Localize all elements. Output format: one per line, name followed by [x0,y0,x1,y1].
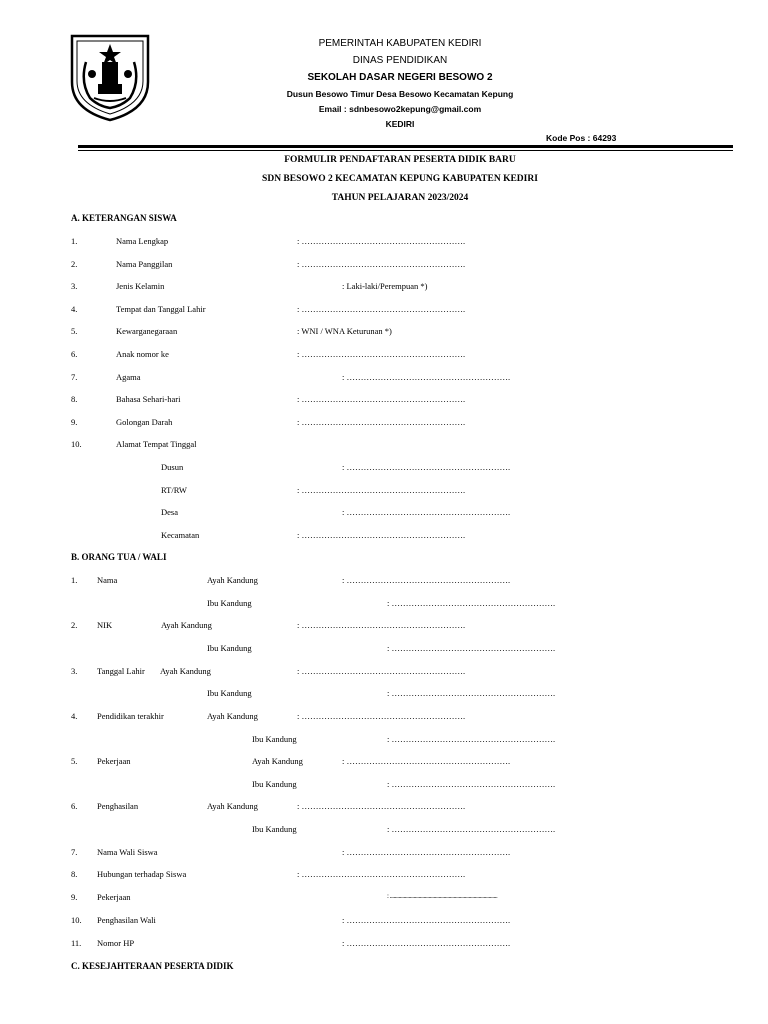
b-row-fill-line[interactable]: : …………………………………………………. [297,620,466,630]
a-row-number: 2. [71,259,78,269]
a-row-number: 6. [71,349,78,359]
header-city: KEDIRI [385,119,415,129]
a-row-fill-line[interactable]: : …………………………………………………. [297,349,466,359]
a-row-label: Kewarganegaraan [116,326,178,336]
b-row-number: 6. [71,801,78,811]
form-subtitle-school: SDN BESOWO 2 KECAMATAN KEPUNG KABUPATEN KEDIRI [262,174,538,184]
b-row-fill-line[interactable]: : …………………………………………………. [342,756,511,766]
a-row-label: Anak nomor ke [116,349,169,359]
header-email: Email : sdnbesowo2kepung@gmail.com [318,104,482,114]
section-c-heading: C. KESEJAHTERAAN PESERTA DIDIK [71,961,234,971]
b-row-fill-line[interactable]: : …………………………………………………. [387,643,556,653]
a-row-number: 8. [71,394,78,404]
a-row-label: Nama Panggilan [116,259,173,269]
b-row-sub-mother: Ibu Kandung [252,734,297,744]
b-row-number: 11. [71,938,82,948]
header-postal-code: Kode Pos : 64293 [546,133,617,143]
b-row-fill-line[interactable]: : …………………………………………………. [387,824,556,834]
a-row-number: 10. [71,439,82,449]
header-school-name: SEKOLAH DASAR NEGERI BESOWO 2 [307,72,493,83]
kediri-emblem-logo [68,32,152,122]
a-row-fill-line[interactable]: : …………………………………………………. [297,417,466,427]
b-row-label: Pendidikan terakhir [97,711,164,721]
b-row-sub-father: Ayah Kandung [207,711,258,721]
b-row-sub-mother: Ibu Kandung [207,643,252,653]
a-row-number: 7. [71,372,78,382]
b-row-fill-line[interactable]: : …………………………………………………. [297,711,466,721]
b-row-number: 7. [71,847,78,857]
b-row-sub-mother: Ibu Kandung [207,688,252,698]
address-fill-line[interactable]: : …………………………………………………. [297,530,466,540]
b-row-number: 9. [71,892,78,902]
b-row-label: Nama Wali Siswa [97,847,158,857]
a-row-fill-line[interactable]: : …………………………………………………. [342,372,511,382]
b-row-number: 5. [71,756,78,766]
b-row-label: Pekerjaan [97,756,131,766]
b-row-label: Penghasilan Wali [97,915,156,925]
header-government: PEMERINTAH KABUPATEN KEDIRI [318,38,482,49]
b-row-fill-line[interactable]: : …………………………………………………. [342,575,511,585]
a-row-fill-line[interactable]: : …………………………………………………. [297,236,466,246]
a-row-number: 9. [71,417,78,427]
b-row-sub-mother: Ibu Kandung [252,824,297,834]
address-label-desa: Desa [161,507,178,517]
a-row-label: Golongan Darah [116,417,173,427]
address-label-kecamatan: Kecamatan [161,530,200,540]
a-row-citizenship-options[interactable]: : WNI / WNA Keturunan *) [297,326,392,336]
a-row-number: 1. [71,236,78,246]
form-subtitle-year: TAHUN PELAJARAN 2023/2024 [331,193,469,203]
a-row-label: Alamat Tempat Tinggal [116,439,197,449]
header-department: DINAS PENDIDIKAN [352,55,448,66]
b-row-number: 2. [71,620,78,630]
b-row-number: 3. [71,666,78,676]
a-row-fill-line[interactable]: : …………………………………………………. [297,394,466,404]
section-b-heading: B. ORANG TUA / WALI [71,552,167,562]
b-row-label: Hubungan terhadap Siswa [97,869,187,879]
b-row-number: 1. [71,575,78,585]
address-fill-line[interactable]: : …………………………………………………. [342,462,511,472]
address-fill-line[interactable]: : …………………………………………………. [297,485,466,495]
b-row-label: Nomor HP [97,938,135,948]
b-row-fill-line[interactable]: : …………………………………………………. [342,915,511,925]
b-row-sub-mother: Ibu Kandung [252,779,297,789]
b-row-fill-line[interactable]: : …………………………………………………. [387,598,556,608]
a-row-number: 3. [71,281,78,291]
b-row-fill-line-dense[interactable]: : ...................................................................................... [387,892,498,900]
b-row-sub-father: Ayah Kandung [160,666,211,676]
b-row-fill-line[interactable]: : …………………………………………………. [342,938,511,948]
section-a-heading: A. KETERANGAN SISWA [71,213,177,223]
form-title: FORMULIR PENDAFTARAN PESERTA DIDIK BARU [284,155,516,165]
b-row-label: Penghasilan [97,801,139,811]
a-row-gender-options[interactable]: : Laki-laki/Perempuan *) [342,281,428,291]
b-row-fill-line[interactable]: : …………………………………………………. [297,869,466,879]
b-row-label: Pekerjaan [97,892,131,902]
header-address: Dusun Besowo Timur Desa Besowo Kecamatan Kepung [286,89,514,99]
b-row-fill-line[interactable]: : …………………………………………………. [387,779,556,789]
b-row-sub-father: Ayah Kandung [252,756,303,766]
b-row-label: Nama [97,575,118,585]
b-row-number: 10. [71,915,82,925]
b-row-label: NIK [97,620,113,630]
b-row-sub-father: Ayah Kandung [161,620,212,630]
a-row-label: Agama [116,372,141,382]
a-row-label: Nama Lengkap [116,236,169,246]
header-divider-thin [78,150,733,151]
b-row-sub-father: Ayah Kandung [207,801,258,811]
b-row-number: 4. [71,711,78,721]
b-row-number: 8. [71,869,78,879]
a-row-label: Tempat dan Tanggal Lahir [116,304,206,314]
b-row-fill-line[interactable]: : …………………………………………………. [342,847,511,857]
header-divider-thick [78,145,733,148]
b-row-fill-line[interactable]: : …………………………………………………. [297,666,466,676]
b-row-fill-line[interactable]: : …………………………………………………. [387,734,556,744]
address-fill-line[interactable]: : …………………………………………………. [342,507,511,517]
address-label-dusun: Dusun [161,462,184,472]
b-row-label: Tanggal Lahir [97,666,145,676]
b-row-sub-mother: Ibu Kandung [207,598,252,608]
b-row-fill-line[interactable]: : …………………………………………………. [297,801,466,811]
a-row-fill-line[interactable]: : …………………………………………………. [297,304,466,314]
a-row-number: 4. [71,304,78,314]
b-row-sub-father: Ayah Kandung [207,575,258,585]
a-row-label: Bahasa Sehari-hari [116,394,181,404]
a-row-label: Jenis Kelamin [116,281,165,291]
a-row-number: 5. [71,326,78,336]
a-row-fill-line[interactable]: : …………………………………………………. [297,259,466,269]
address-label-rtrw: RT/RW [161,485,187,495]
b-row-fill-line[interactable]: : …………………………………………………. [387,688,556,698]
